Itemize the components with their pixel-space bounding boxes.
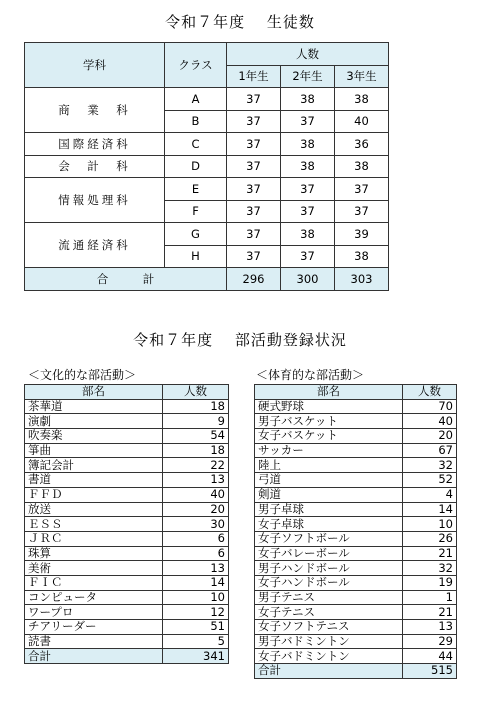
- table-row: [255, 605, 457, 620]
- club-count: 32: [403, 458, 457, 473]
- sports-clubs-heading: ＜体育的な部活動＞: [256, 368, 365, 382]
- table-row: [25, 605, 229, 620]
- total-label: 合計: [25, 649, 163, 664]
- dept-name: 国際経済科: [25, 133, 165, 156]
- count-cell: 37: [335, 200, 389, 223]
- club-name: チアリーダー: [25, 620, 163, 635]
- count-cell: 37: [227, 245, 281, 268]
- club-name: 箏曲: [25, 443, 163, 458]
- table-row: [255, 473, 457, 488]
- table-row: [255, 399, 457, 414]
- table-header-row: [255, 385, 457, 400]
- club-name: ワープロ: [25, 605, 163, 620]
- club-name: 珠算: [25, 546, 163, 561]
- club-name: ＥＳＳ: [25, 517, 163, 532]
- club-count: 30: [163, 517, 229, 532]
- club-name: 陸上: [255, 458, 403, 473]
- header-club-name: 部名: [25, 385, 163, 400]
- club-name: 男子バドミントン: [255, 634, 403, 649]
- club-count: 29: [403, 634, 457, 649]
- table-row: [255, 414, 457, 429]
- dept-name: 会 計 科: [25, 155, 165, 178]
- club-name: サッカー: [255, 443, 403, 458]
- header-class: クラス: [165, 43, 227, 88]
- class-cell: G: [165, 223, 227, 246]
- enrollment-table: [24, 42, 389, 291]
- count-cell: 37: [227, 110, 281, 133]
- table-row: [25, 88, 389, 111]
- table-row: [25, 620, 229, 635]
- total-count: 515: [403, 664, 457, 679]
- club-count: 67: [403, 443, 457, 458]
- club-name: 女子バレーボール: [255, 546, 403, 561]
- club-count: 6: [163, 531, 229, 546]
- club-name: 女子バドミントン: [255, 649, 403, 664]
- table-row: [255, 546, 457, 561]
- club-name: 簿記会計: [25, 458, 163, 473]
- total-label: 合計: [255, 664, 403, 679]
- count-cell: 37: [227, 178, 281, 201]
- total-row: [25, 649, 229, 664]
- club-count: 52: [403, 473, 457, 488]
- table-row: [25, 414, 229, 429]
- table-row: [255, 634, 457, 649]
- club-name: 女子卓球: [255, 517, 403, 532]
- club-name: 男子ハンドボール: [255, 561, 403, 576]
- table-row: [25, 487, 229, 502]
- club-name: 読書: [25, 634, 163, 649]
- club-count: 26: [403, 531, 457, 546]
- count-cell: 38: [335, 88, 389, 111]
- table-row: [25, 517, 229, 532]
- header-club-count: 人数: [403, 385, 457, 400]
- table-row: [255, 502, 457, 517]
- club-count: 18: [163, 399, 229, 414]
- header-dept: 学科: [25, 43, 165, 88]
- club-name: 書道: [25, 473, 163, 488]
- dept-name: 商 業 科: [25, 88, 165, 133]
- club-name: 女子テニス: [255, 605, 403, 620]
- club-count: 10: [403, 517, 457, 532]
- count-cell: 38: [281, 88, 335, 111]
- club-count: 20: [163, 502, 229, 517]
- club-name: 弓道: [255, 473, 403, 488]
- count-cell: 36: [335, 133, 389, 156]
- count-cell: 40: [335, 110, 389, 133]
- table-row: [25, 546, 229, 561]
- club-count: 70: [403, 399, 457, 414]
- club-name: 茶華道: [25, 399, 163, 414]
- club-name: 女子ハンドボール: [255, 575, 403, 590]
- club-count: 9: [163, 414, 229, 429]
- club-name: 女子バスケット: [255, 429, 403, 444]
- table-row: [25, 590, 229, 605]
- club-count: 14: [403, 502, 457, 517]
- class-cell: C: [165, 133, 227, 156]
- table-header-row: [25, 385, 229, 400]
- total-label: 合 計: [25, 268, 227, 291]
- table-row: [25, 399, 229, 414]
- total-count: 341: [163, 649, 229, 664]
- club-name: 女子ソフトボール: [255, 531, 403, 546]
- count-cell: 38: [281, 223, 335, 246]
- club-count: 10: [163, 590, 229, 605]
- header-count: 人数: [227, 43, 389, 66]
- enrollment-title: 令和７年度 生徒数: [165, 13, 315, 31]
- table-row: [25, 155, 389, 178]
- count-cell: 37: [227, 88, 281, 111]
- club-count: 54: [163, 429, 229, 444]
- club-count: 6: [163, 546, 229, 561]
- class-cell: B: [165, 110, 227, 133]
- club-count: 32: [403, 561, 457, 576]
- club-name: 美術: [25, 561, 163, 576]
- club-name: 男子バスケット: [255, 414, 403, 429]
- count-cell: 38: [281, 155, 335, 178]
- table-row: [25, 223, 389, 246]
- header-club-name: 部名: [255, 385, 403, 400]
- table-row: [255, 575, 457, 590]
- club-count: 40: [163, 487, 229, 502]
- club-count: 22: [163, 458, 229, 473]
- table-row: [25, 502, 229, 517]
- club-count: 51: [163, 620, 229, 635]
- class-cell: A: [165, 88, 227, 111]
- total-row: [25, 268, 389, 291]
- count-cell: 38: [335, 245, 389, 268]
- dept-name: 流通経済科: [25, 223, 165, 268]
- header-year-2: 2年生: [281, 65, 335, 88]
- table-row: [25, 429, 229, 444]
- club-name: 女子ソフトテニス: [255, 620, 403, 635]
- club-name: ＪＲＣ: [25, 531, 163, 546]
- class-cell: F: [165, 200, 227, 223]
- count-cell: 37: [335, 178, 389, 201]
- club-count: 20: [403, 429, 457, 444]
- total-cell: 300: [281, 268, 335, 291]
- club-count: 44: [403, 649, 457, 664]
- table-row: [255, 649, 457, 664]
- count-cell: 38: [335, 155, 389, 178]
- total-cell: 296: [227, 268, 281, 291]
- table-row: [25, 575, 229, 590]
- clubs-title: 令和７年度 部活動登録状況: [133, 331, 347, 349]
- table-row: [255, 458, 457, 473]
- count-cell: 37: [227, 133, 281, 156]
- header-club-count: 人数: [163, 385, 229, 400]
- table-row: [25, 443, 229, 458]
- count-cell: 37: [227, 155, 281, 178]
- count-cell: 37: [281, 200, 335, 223]
- table-row: [255, 443, 457, 458]
- club-name: 演劇: [25, 414, 163, 429]
- header-year-3: 3年生: [335, 65, 389, 88]
- table-row: [255, 531, 457, 546]
- club-count: 12: [163, 605, 229, 620]
- count-cell: 37: [227, 223, 281, 246]
- club-count: 18: [163, 443, 229, 458]
- cultural-clubs-heading: ＜文化的な部活動＞: [28, 368, 137, 382]
- club-count: 1: [403, 590, 457, 605]
- club-count: 13: [163, 561, 229, 576]
- count-cell: 37: [281, 110, 335, 133]
- club-count: 13: [163, 473, 229, 488]
- club-name: ＦＩＣ: [25, 575, 163, 590]
- table-row: [25, 458, 229, 473]
- class-cell: D: [165, 155, 227, 178]
- count-cell: 37: [281, 245, 335, 268]
- table-row: [255, 517, 457, 532]
- count-cell: 37: [281, 178, 335, 201]
- table-row: [25, 133, 389, 156]
- count-cell: 38: [281, 133, 335, 156]
- dept-name: 情報処理科: [25, 178, 165, 223]
- club-name: コンピュータ: [25, 590, 163, 605]
- club-name: 剣道: [255, 487, 403, 502]
- club-name: 硬式野球: [255, 399, 403, 414]
- table-row: [25, 634, 229, 649]
- table-row: [255, 561, 457, 576]
- club-count: 5: [163, 634, 229, 649]
- club-count: 4: [403, 487, 457, 502]
- club-count: 40: [403, 414, 457, 429]
- class-cell: H: [165, 245, 227, 268]
- count-cell: 39: [335, 223, 389, 246]
- club-name: 吹奏楽: [25, 429, 163, 444]
- club-count: 14: [163, 575, 229, 590]
- table-row: [25, 473, 229, 488]
- table-row: [255, 429, 457, 444]
- club-name: 放送: [25, 502, 163, 517]
- cultural-clubs-table: [24, 384, 229, 664]
- club-count: 21: [403, 605, 457, 620]
- class-cell: E: [165, 178, 227, 201]
- table-row: [25, 178, 389, 201]
- header-year-1: 1年生: [227, 65, 281, 88]
- club-name: 男子テニス: [255, 590, 403, 605]
- table-row: [255, 487, 457, 502]
- table-row: [25, 561, 229, 576]
- club-count: 21: [403, 546, 457, 561]
- table-row: [255, 620, 457, 635]
- total-cell: 303: [335, 268, 389, 291]
- table-row: [255, 590, 457, 605]
- count-cell: 37: [227, 200, 281, 223]
- table-row: [25, 531, 229, 546]
- club-name: ＦＦＤ: [25, 487, 163, 502]
- club-name: 男子卓球: [255, 502, 403, 517]
- sports-clubs-table: [254, 384, 457, 679]
- club-count: 13: [403, 620, 457, 635]
- club-count: 19: [403, 575, 457, 590]
- total-row: [255, 664, 457, 679]
